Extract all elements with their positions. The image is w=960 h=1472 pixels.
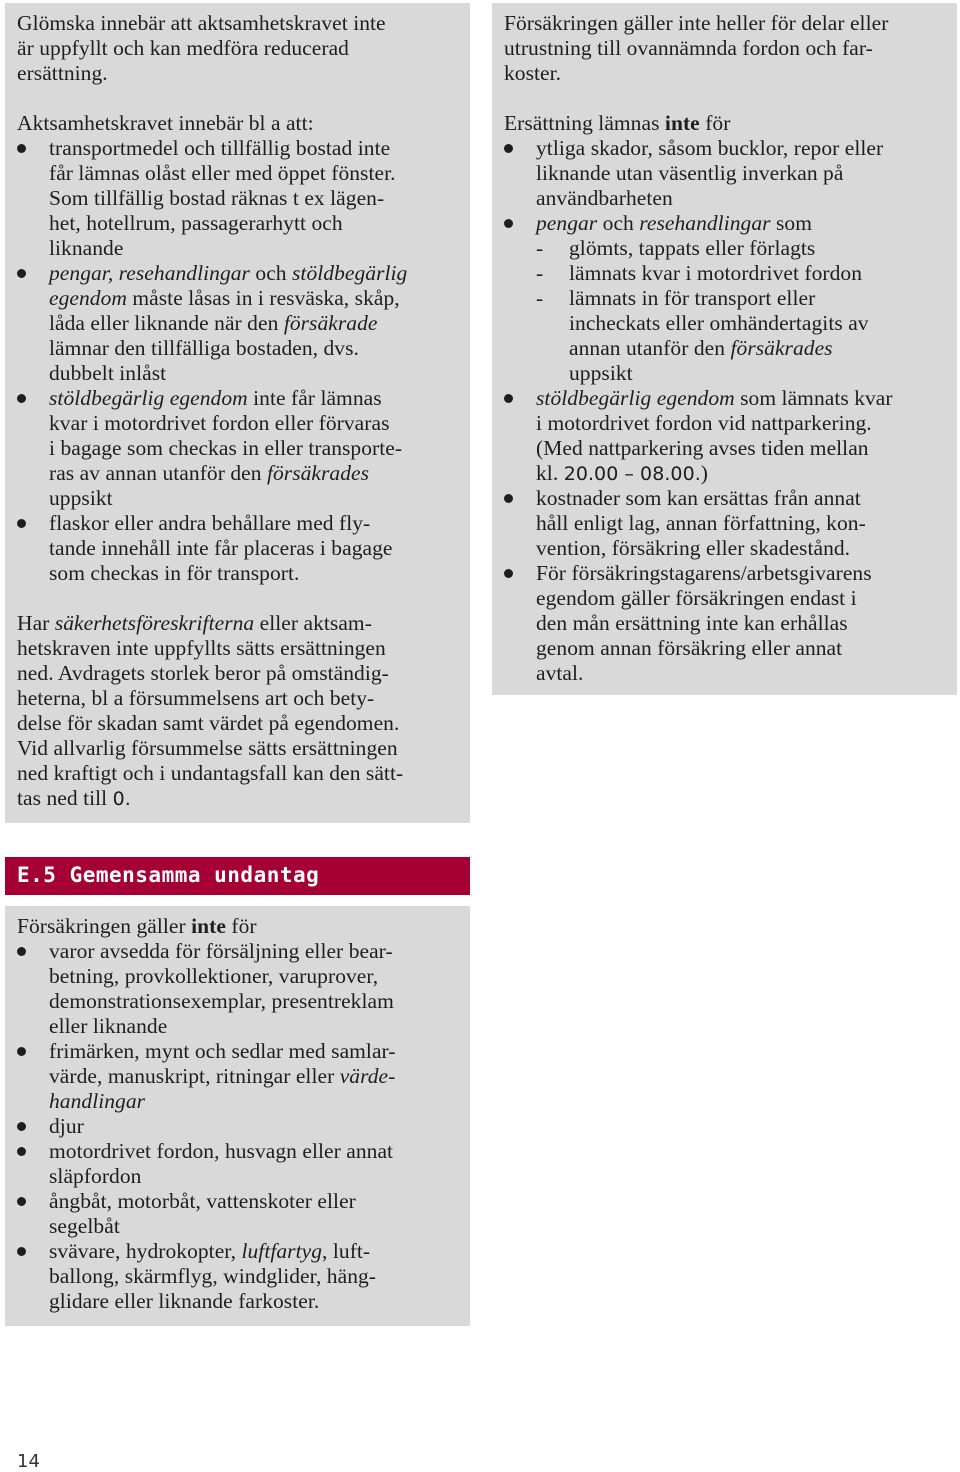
list-intro: Ersättning lämnas inte för (504, 111, 731, 135)
sub-list-item: - glömts, tappats eller förlagts (536, 236, 816, 260)
paragraph-avdrag: Har säkerhetsföreskrifterna eller aktsam- hetskraven inte uppfyllts sätts ersättningen ned. Avdragets storlek beror på omständig- heterna, bl a försummelsens art och bety- delse för skadan samt värdet på egendomen. Vid allvarlig försummelse sätts ersättningen ned kraftigt och i undantagsfall kan den sätt- tas ned till 0. (17, 611, 404, 810)
bullet-icon (17, 144, 26, 153)
list-item: pengar och resehandlingar som - glömts, tappats eller förlagts - lämnats kvar i motordrivet fordon - lämnats in för transport eller incheckats eller omhändertagits av annan utanför den försäkrades uppsikt (492, 211, 957, 386)
bullet-icon (17, 1147, 26, 1156)
page-number: 14 (17, 1451, 40, 1472)
list-item: transportmedel och tillfällig bostad inte får lämnas olåst eller med öppet fönster. Som tillfällig bostad räknas t ex lägen- het, hotellrum, passagerarhytt och liknande (5, 136, 470, 261)
bullet-icon (17, 1197, 26, 1206)
paragraph-glomska: Glömska innebär att aktsamhetskravet inte är uppfyllt och kan medföra reducerad ersättning. (17, 11, 386, 85)
list-item: pengar, resehandlingar och stöldbegärlig egendom måste låsas in i resväska, skåp, låda eller liknande när den försäkrade lämnar den tillfälliga bostaden, dvs. dubbelt inlåst (5, 261, 470, 386)
bullet-icon (504, 569, 513, 578)
list-item: svävare, hydrokopter, luftfartyg, luft- ballong, skärmflyg, windglider, häng- glidare eller liknande farkoster. (5, 1239, 470, 1314)
list-item: djur (5, 1114, 470, 1139)
list-item: stöldbegärlig egendom inte får lämnas kvar i motordrivet fordon eller förvaras i bagage som checkas in eller transporte- ras av annan utanför den försäkrades uppsikt (5, 386, 470, 511)
list-item: varor avsedda för försäljning eller bear- betning, provkollektioner, varuprover, demonstrationsexemplar, presentreklam eller liknande (5, 939, 470, 1039)
bullet-icon (17, 1047, 26, 1056)
bullet-icon (17, 394, 26, 403)
list-item: flaskor eller andra behållare med fly- tande innehåll inte får placeras i bagage som checkas in för transport. (5, 511, 470, 586)
bullet-icon (17, 519, 26, 528)
bullet-icon (17, 269, 26, 278)
paragraph-delar: Försäkringen gäller inte heller för delar eller utrustning till ovannämnda fordon och far- koster. (504, 11, 889, 85)
bullet-icon (17, 1247, 26, 1256)
list-item: motordrivet fordon, husvagn eller annat släpfordon (5, 1139, 470, 1189)
aktsamhet-list (5, 111, 470, 586)
bullet-icon (504, 494, 513, 503)
exclusions-panel (5, 906, 470, 1326)
list-item: kostnader som kan ersättas från annat håll enligt lag, annan författning, kon- vention, försäkring eller skadestånd. (492, 486, 957, 561)
right-text-panel (492, 3, 957, 695)
bullet-icon (504, 219, 513, 228)
list-item: ytliga skador, såsom bucklor, repor eller liknande utan väsentlig inverkan på användbarheten (492, 136, 957, 211)
sub-list-item: - lämnats in för transport eller incheckats eller omhändertagits av annan utanför den försäkrades uppsikt (536, 286, 869, 385)
list-item: stöldbegärlig egendom som lämnats kvar i motordrivet fordon vid nattparkering. (Med nattparkering avses tiden mellan kl. 20.00 – 08.00.) (492, 386, 957, 486)
sub-list-item: - lämnats kvar i motordrivet fordon (536, 261, 863, 285)
list-intro: Aktsamhetskravet innebär bl a att: (17, 111, 314, 135)
list-item: ångbåt, motorbåt, vattenskoter eller segelbåt (5, 1189, 470, 1239)
exclusions-list (5, 914, 470, 1314)
list-intro: Försäkringen gäller inte för (17, 914, 257, 938)
bullet-icon (17, 947, 26, 956)
list-item: frimärken, mynt och sedlar med samlar- värde, manuskript, ritningar eller värde- handlingar (5, 1039, 470, 1114)
left-text-panel (5, 3, 470, 823)
bullet-icon (504, 394, 513, 403)
list-item: För försäkringstagarens/arbetsgivarens egendom gäller försäkringen endast i den mån ersättning inte kan erhållas genom annan försäkring eller annat avtal. (492, 561, 957, 686)
bullet-icon (17, 1122, 26, 1131)
ersattning-list (492, 111, 957, 686)
section-heading: E.5 Gemensamma undantag (5, 857, 470, 895)
bullet-icon (504, 144, 513, 153)
